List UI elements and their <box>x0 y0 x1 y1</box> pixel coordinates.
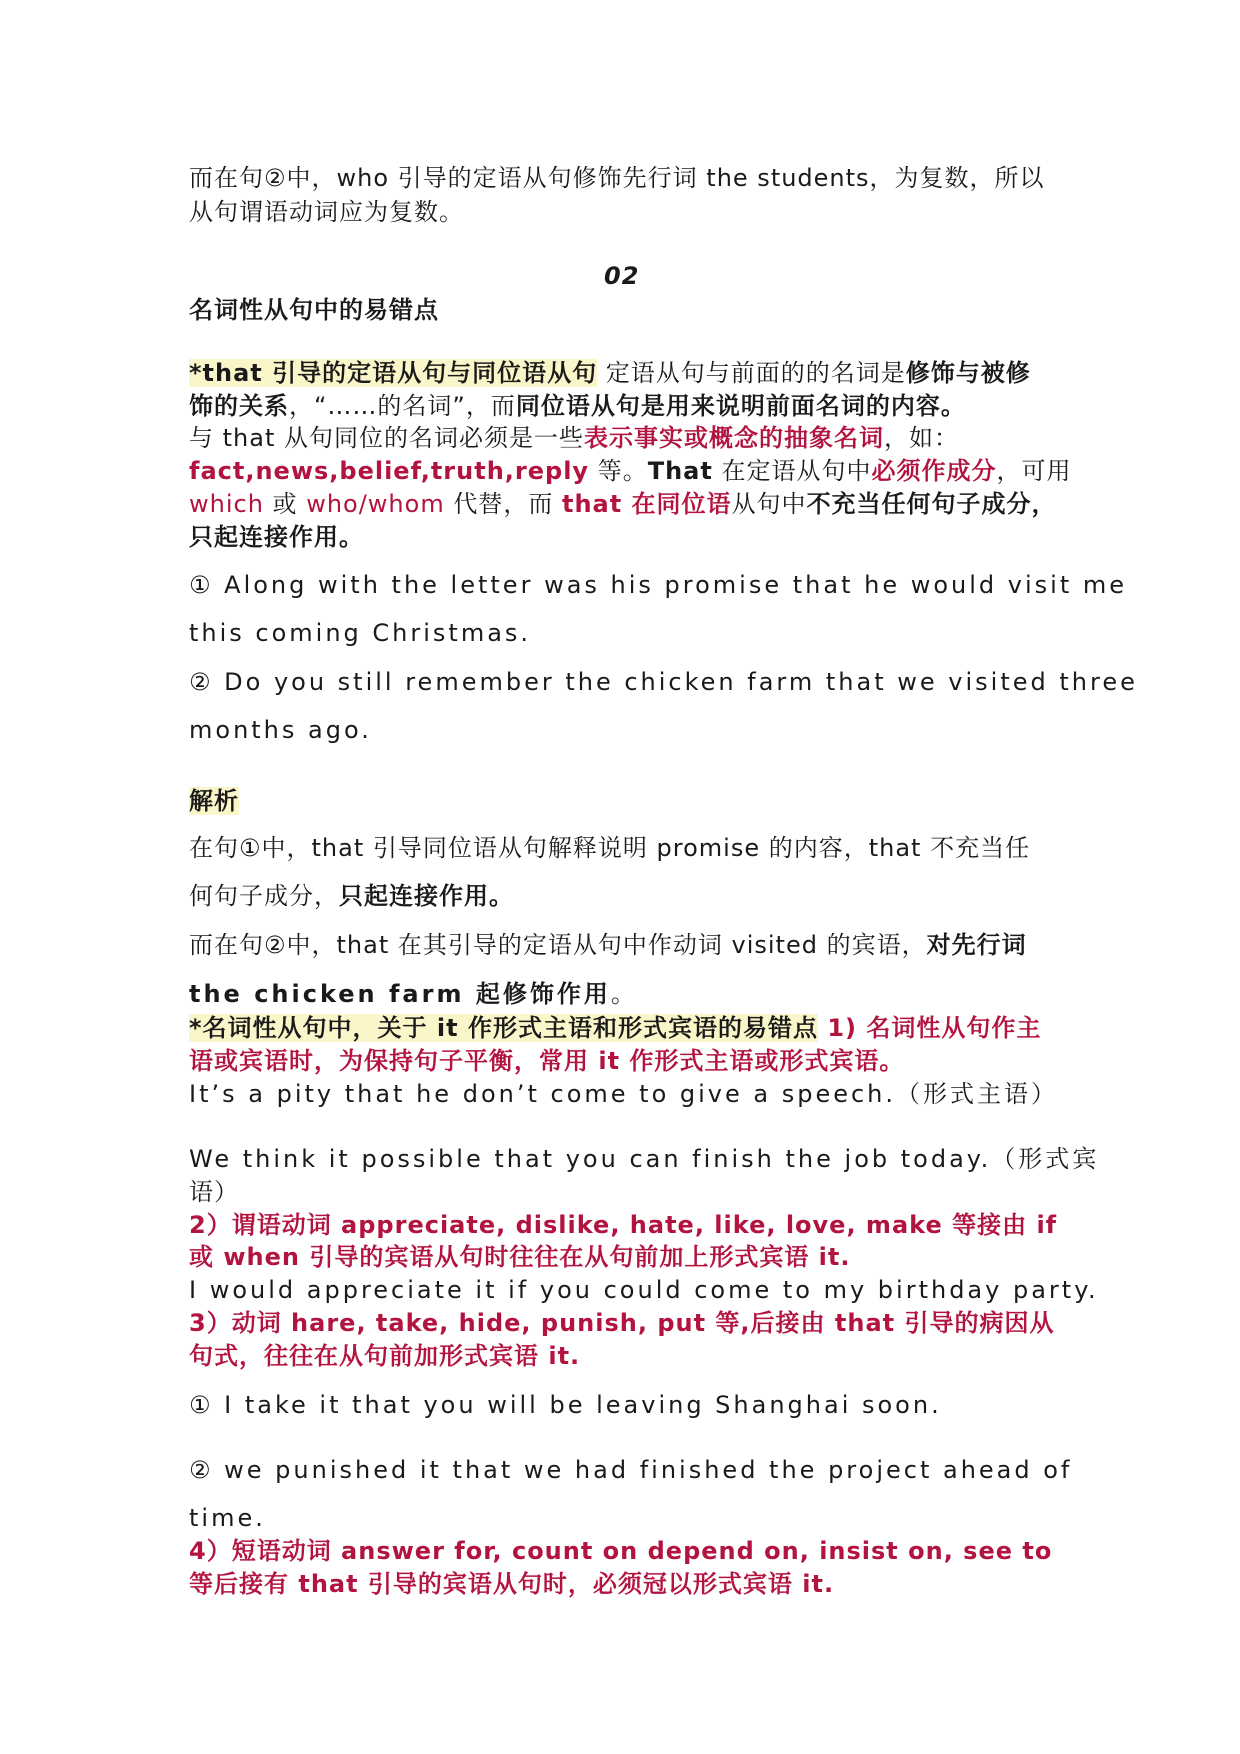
highlighted-heading: *that 引导的定语从句与同位语从句 <box>189 359 598 387</box>
paragraph-line <box>189 455 1071 487</box>
rule-line: 3）动词 hare, take, hide, punish, put 等,后接由 that 引导的病因从 <box>189 1309 1055 1337</box>
analysis-line <box>189 929 1027 961</box>
bold-span: 修饰与被修 <box>905 359 1031 387</box>
paragraph-line <box>189 488 1057 520</box>
rule-line: 等后接有 that 引导的宾语从句时，必须冠以形式宾语 it. <box>189 1570 835 1598</box>
paragraph-line <box>189 390 966 422</box>
example-line: this coming Christmas. <box>189 619 532 647</box>
text-span: ，“……的名词”，而 <box>289 392 516 420</box>
example-line: 语） <box>189 1178 239 1206</box>
section-title: 名词性从句中的易错点 <box>189 296 439 324</box>
text-span: 何句子成分， <box>189 882 339 910</box>
example-line: ① I take it that you will be leaving Shanghai soon. <box>189 1391 942 1419</box>
paragraph-line <box>189 357 1031 389</box>
example-line: months ago. <box>189 716 372 744</box>
text-span: 等。 <box>589 457 648 485</box>
highlighted-label: 解析 <box>189 787 239 815</box>
text-span: 与 that 从句同位的名词必须是一些 <box>189 424 584 452</box>
text-span: 。 <box>610 980 636 1008</box>
example-line: time. <box>189 1504 266 1532</box>
rule-line: 句式，往往在从句前加形式宾语 it. <box>189 1342 581 1370</box>
example-line: We think it possible that you can finish the job today.（形式宾 <box>189 1145 1100 1173</box>
rule-line: 或 when 引导的宾语从句时往往在从句前加上形式宾语 it. <box>189 1243 851 1271</box>
bold-span: That <box>647 457 713 485</box>
example-line: I would appreciate it if you could come to my birthday party. <box>189 1276 1099 1304</box>
bold-span: 同位语从句是用来说明前面名词的内容。 <box>515 392 966 420</box>
paragraph-line: 从句谓语动词应为复数。 <box>189 198 464 226</box>
text-span: ，可用 <box>996 457 1072 485</box>
bold-span: 饰的关系 <box>189 392 289 420</box>
analysis-line <box>189 978 636 1010</box>
text-span: 而在句②中，that 在其引导的定语从句中作动词 visited 的宾语， <box>189 931 927 959</box>
text-span: 代替，而 <box>444 490 562 518</box>
red-bold-span: 表示事实或概念的抽象名词 <box>584 424 884 452</box>
bold-span: the chicken farm 起修饰作用 <box>189 980 611 1008</box>
bold-span: 对先行词 <box>926 931 1027 959</box>
paragraph-line: 只起连接作用。 <box>189 523 364 551</box>
bold-span: 不充当任何句子成分， <box>806 490 1057 518</box>
rule-line: 语或宾语时，为保持句子平衡，常用 it 作形式主语或形式宾语。 <box>189 1047 905 1075</box>
text-span: 定语从句与前面的的名词是 <box>597 359 906 387</box>
analysis-line: 在句①中，that 引导同位语从句解释说明 promise 的内容，that 不充当任 <box>189 834 1031 862</box>
rule-line: 2）谓语动词 appreciate, dislike, hate, like, love, make 等接由 if <box>189 1211 1058 1239</box>
example-line: It’s a pity that he don’t come to give a speech.（形式主语） <box>189 1080 1059 1108</box>
bold-span: 只起连接作用。 <box>339 882 514 910</box>
red-bold-span: 1) 名词性从句作主 <box>817 1014 1042 1042</box>
section-number: 02 <box>604 262 640 290</box>
red-span: which <box>189 490 264 518</box>
text-span: 从句中 <box>731 490 807 518</box>
paragraph-line <box>189 422 959 454</box>
example-line: ② we punished it that we had finished the project ahead of <box>189 1456 1073 1484</box>
example-line: ② Do you still remember the chicken farm that we visited three <box>189 668 1138 696</box>
red-bold-span: 必须作成分 <box>871 457 997 485</box>
paragraph-line <box>189 1012 1041 1044</box>
text-span: 在定语从句中 <box>712 457 872 485</box>
red-bold-span: fact,news,belief,truth,reply <box>189 457 590 485</box>
red-span: who/whom <box>306 490 445 518</box>
highlighted-heading: *名词性从句中，关于 it 作形式主语和形式宾语的易错点 <box>189 1014 818 1042</box>
text-span: ，如： <box>884 424 959 452</box>
red-bold-span: that 在同位语 <box>561 490 732 518</box>
analysis-line <box>189 880 514 912</box>
rule-line: 4）短语动词 answer for, count on depend on, insist on, see to <box>189 1537 1053 1565</box>
paragraph-line: 而在句②中，who 引导的定语从句修饰先行词 the students，为复数，所以 <box>189 164 1045 192</box>
analysis-label <box>189 785 239 817</box>
example-line: ① Along with the letter was his promise that he would visit me <box>189 571 1128 599</box>
text-span: 或 <box>263 490 307 518</box>
